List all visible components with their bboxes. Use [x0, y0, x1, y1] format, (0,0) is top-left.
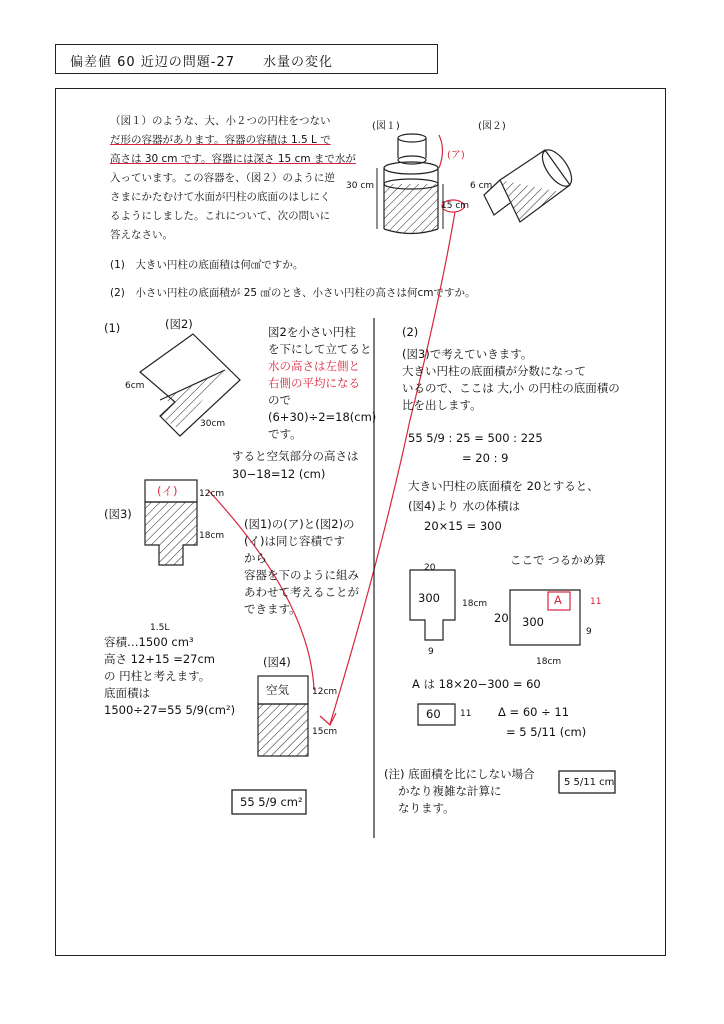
- air-height-1: すると空気部分の高さは: [232, 449, 359, 463]
- delta-calc-2: = 5 5/11 (cm): [506, 725, 587, 739]
- box-11: 11: [460, 709, 472, 719]
- problem-line: 高さは 30 cm です。容器には深さ 15 cm まで水が: [110, 153, 356, 165]
- vol-note: 1.5L: [150, 623, 170, 633]
- mid-line: できます。: [244, 602, 301, 616]
- rot-9: 9: [586, 627, 592, 637]
- rot-300: 300: [522, 615, 544, 629]
- problem-line: さまにかたむけて水面が円柱の底面のはしにく: [110, 191, 331, 203]
- h15-label: 15 cm: [441, 201, 470, 211]
- note-line: を下にして立てると: [268, 342, 372, 356]
- fig3-label: (図3): [104, 507, 132, 521]
- shape-9: 9: [428, 647, 434, 657]
- mid-line: あわせて考えることが: [244, 585, 359, 599]
- shape-18cm: 18cm: [462, 599, 488, 609]
- ratio-line-1: 55 5/9 : 25 = 500 : 225: [408, 431, 543, 445]
- fig1-label: (図１): [372, 121, 400, 132]
- sol1-middle: [244, 516, 374, 618]
- calc-block: [104, 634, 254, 719]
- problem-line: だ形の容器があります。容器の容積は 1.5 L で: [110, 134, 331, 146]
- note-line: ので: [268, 393, 291, 407]
- note-line: です。: [268, 427, 302, 441]
- fig4-air: 空気: [266, 683, 289, 697]
- sol2-text: [402, 346, 652, 414]
- fig2-label: (図２): [478, 121, 506, 132]
- air-height-2: 30−18=12 (cm): [232, 467, 326, 481]
- problem-line: 答えなさい。: [110, 229, 173, 241]
- calc-line: 1500÷27=55 5/9(cm²): [104, 703, 236, 717]
- fig4-label: (図4): [263, 655, 291, 669]
- question-2: (2) 小さい円柱の底面積が 25 ㎠のとき、小さい円柱の高さは何cmですか。: [110, 287, 476, 299]
- sol2-line: (図3)で考えていきます。: [402, 347, 533, 361]
- i-label: (イ): [157, 484, 178, 498]
- sol2-line: いるので、ここは 大,小 の円柱の底面積の: [402, 381, 620, 395]
- water-vol-title: (図4)より 水の体積は: [408, 499, 520, 513]
- ratio-line-2: = 20 : 9: [462, 451, 509, 465]
- sol1-label: (1): [104, 321, 121, 335]
- a-label: (ア): [447, 150, 465, 161]
- rot-20: 20: [494, 611, 509, 625]
- problem-line: （図１）のような、大、小２つの円柱をつない: [110, 115, 331, 127]
- sol1-6cm: 6cm: [125, 381, 145, 391]
- note-block: [384, 766, 554, 817]
- answer-2: 5 5/11 cm: [564, 777, 615, 788]
- fig4-12cm: 12cm: [312, 687, 338, 697]
- fig3-12cm: 12cm: [199, 489, 225, 499]
- h30-label: 30 cm: [346, 181, 375, 191]
- sol2-line: 比を出します。: [402, 398, 482, 412]
- sol1-notes: [268, 324, 376, 443]
- shape-20: 20: [424, 563, 436, 573]
- rot-A: A: [554, 593, 562, 607]
- calc-line: の 円柱と考えます。: [104, 669, 211, 683]
- fig4-15cm: 15cm: [312, 727, 338, 737]
- rot-18cm: 18cm: [536, 657, 562, 667]
- page-title: 偏差値 60 近辺の問題-27 水量の変化: [70, 55, 334, 70]
- water-vol-calc: 20×15 = 300: [424, 519, 502, 533]
- problem-line: るようにしました。これについて、次の問いに: [110, 210, 331, 222]
- mid-line: から: [244, 551, 267, 565]
- note-line: (6+30)÷2=18(cm): [268, 410, 377, 424]
- rot-11: 11: [590, 597, 602, 607]
- calc-line: 容積…1500 cm³: [104, 635, 194, 649]
- mid-line: 容器を下のように組み: [244, 568, 359, 582]
- fig3-18cm: 18cm: [199, 531, 225, 541]
- sol2-label: (2): [402, 325, 419, 339]
- problem-line: 入っています。この容器を、（図２）のように逆: [110, 172, 335, 184]
- calc-line: 底面積は: [104, 686, 150, 700]
- a-calc: A は 18×20−300 = 60: [412, 677, 541, 691]
- shape-300: 300: [418, 591, 440, 605]
- calc-line: 高さ 12+15 =27cm: [104, 652, 216, 666]
- note-line: (注) 底面積を比にしない場合: [384, 767, 535, 781]
- sol1-30cm: 30cm: [200, 419, 226, 429]
- delta-calc-1: Δ = 60 ÷ 11: [498, 705, 570, 719]
- sol2-line: 大きい円柱の底面積が分数になって: [402, 364, 586, 378]
- question-1: (1) 大きい円柱の底面積は何㎠ですか。: [110, 259, 304, 271]
- mid-line: (図1)の(ア)と(図2)の: [244, 517, 355, 531]
- sol1-fig2: (図2): [165, 317, 193, 331]
- answer-1: 55 5/9 cm²: [240, 795, 303, 809]
- assume-line: 大きい円柱の底面積を 20とすると、: [408, 479, 599, 493]
- tsurukame-label: ここで つるかめ算: [510, 553, 606, 567]
- note-line: 水の高さは左側と: [268, 359, 360, 373]
- note-line: かなり複雑な計算に: [398, 784, 502, 798]
- box-60: 60: [426, 707, 441, 721]
- c6-label: 6 cm: [470, 181, 493, 191]
- note-line: 右側の平均になる: [268, 376, 360, 390]
- mid-line: (イ)は同じ容積です: [244, 534, 345, 548]
- note-line: なります。: [398, 801, 455, 815]
- note-line: 図2を小さい円柱: [268, 325, 356, 339]
